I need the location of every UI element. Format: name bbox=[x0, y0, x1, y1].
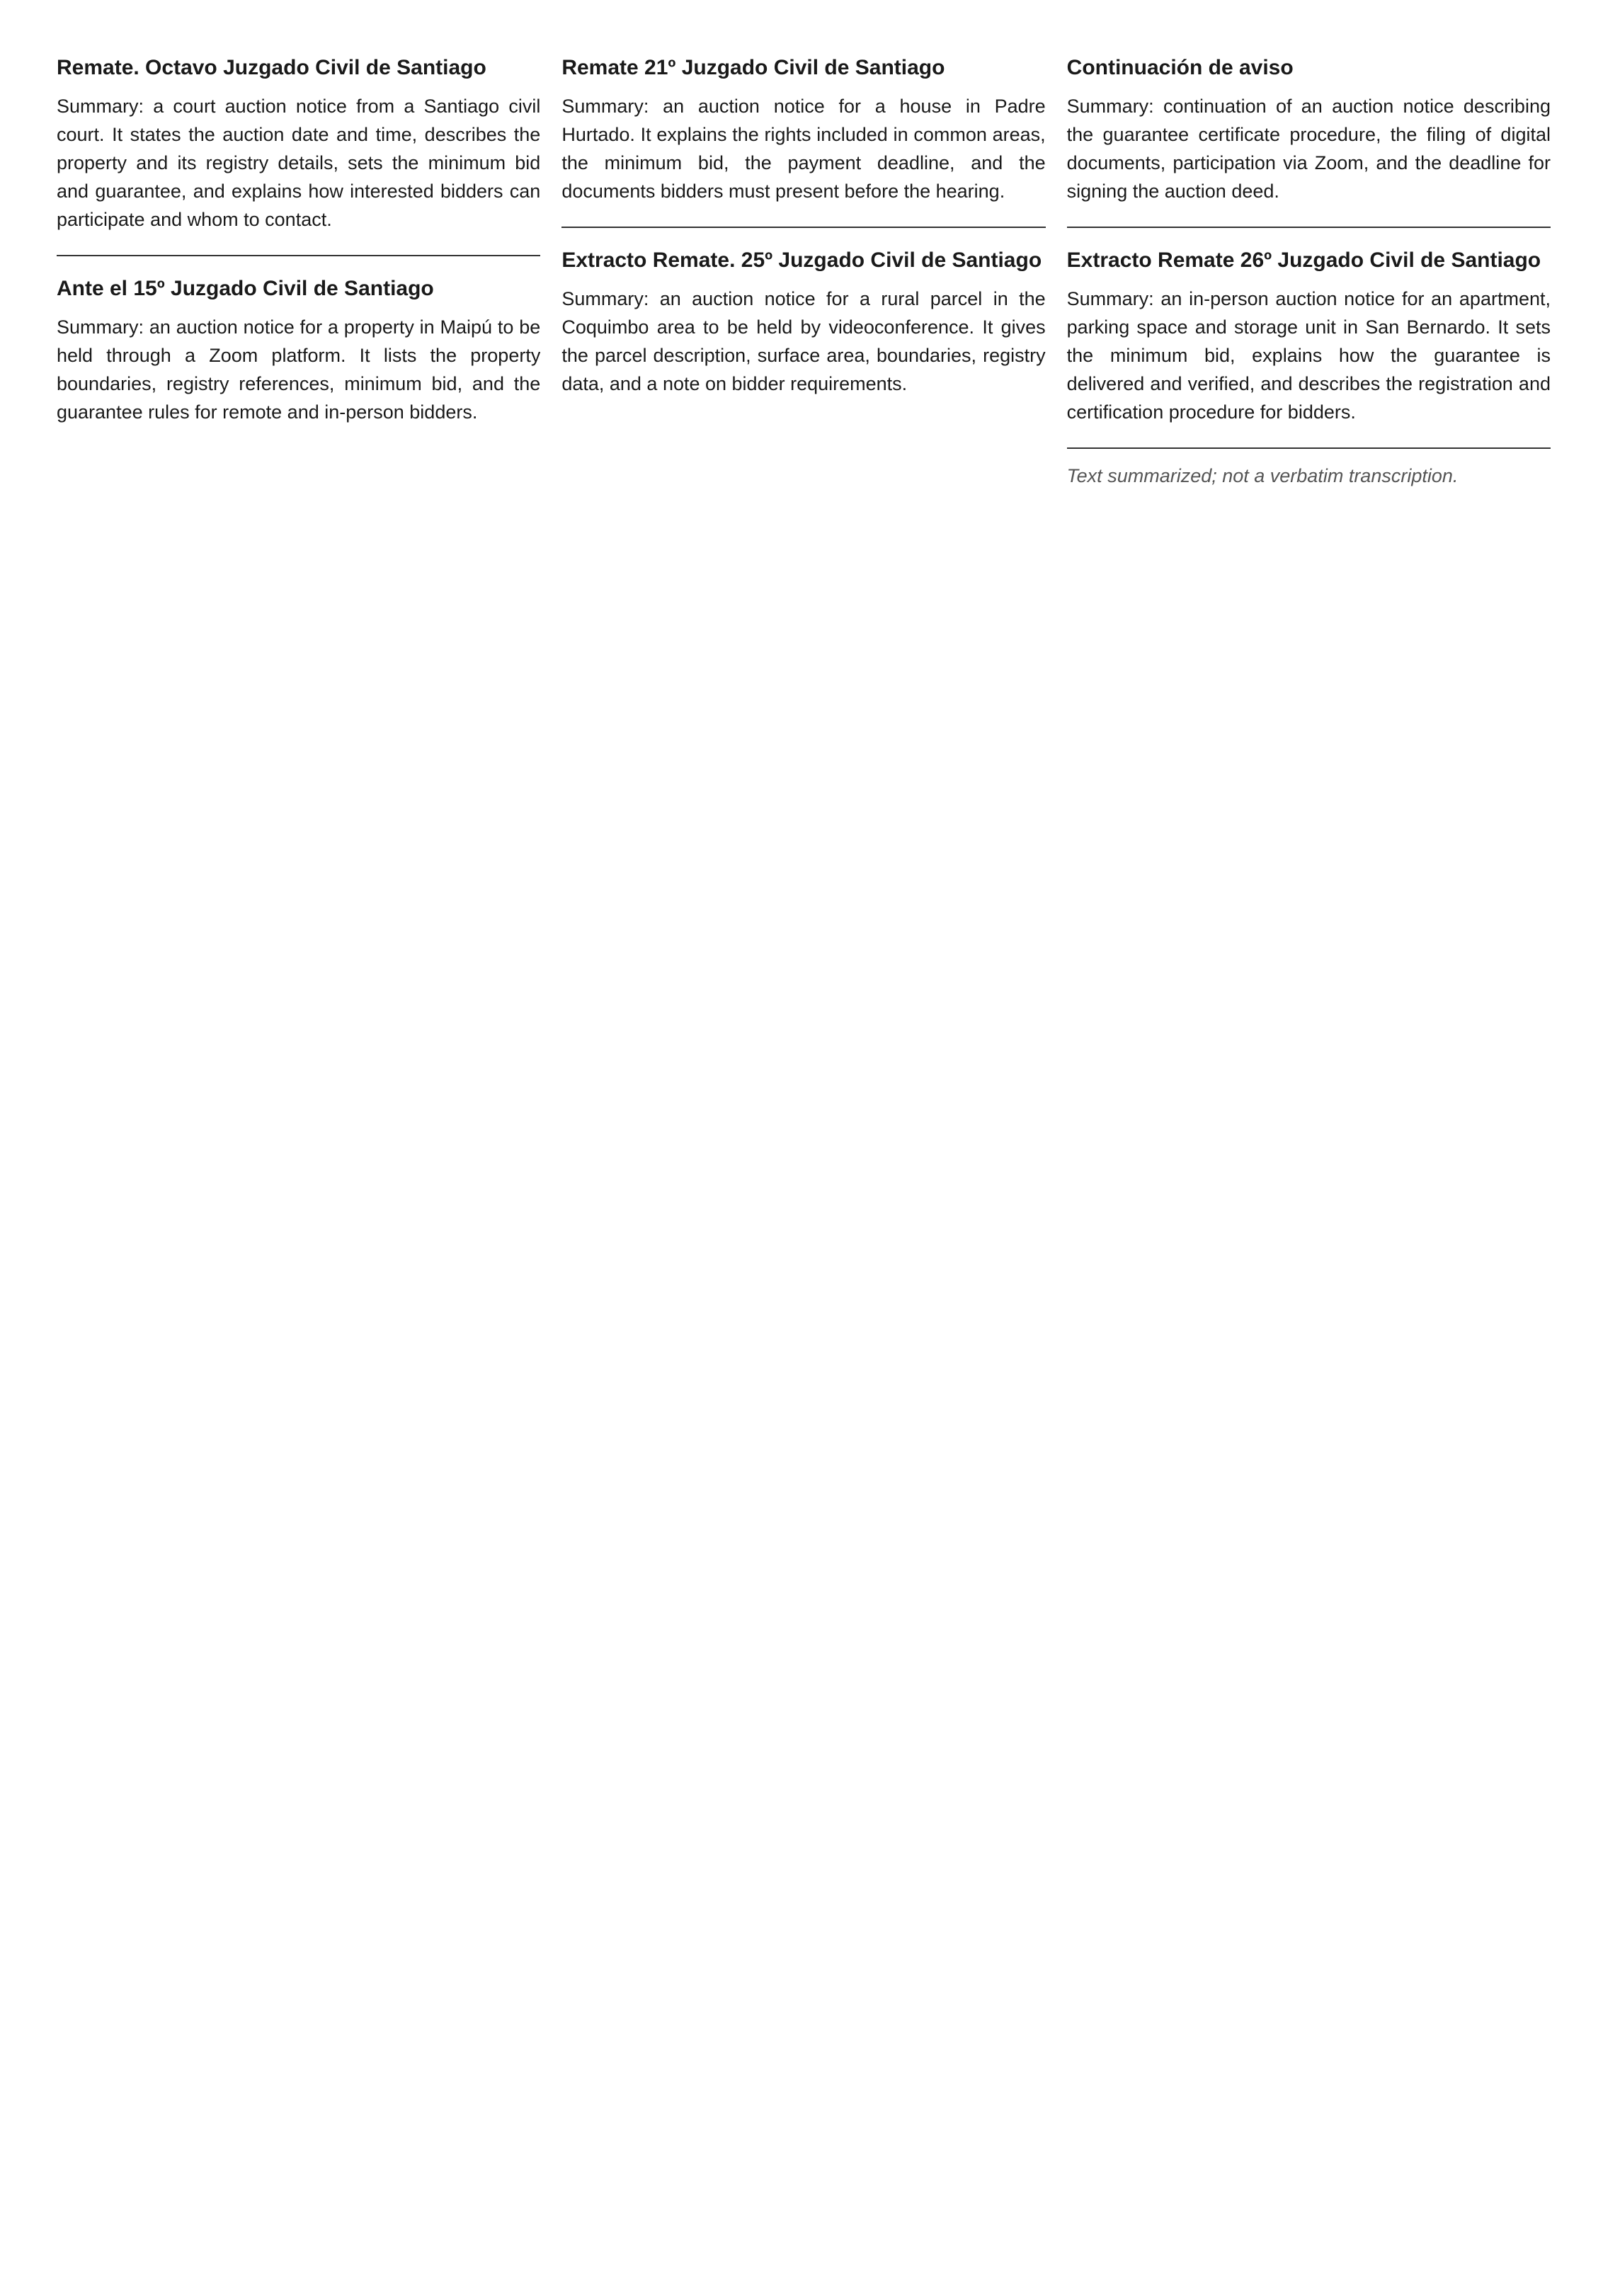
column-1 bbox=[57, 35, 540, 2258]
notice bbox=[1067, 228, 1551, 449]
notice-title: Remate. Octavo Juzgado Civil de Santiago bbox=[57, 56, 486, 79]
summary-note: Text summarized; not a verbatim transcription. bbox=[1066, 465, 1459, 486]
newspaper-page bbox=[57, 35, 1551, 2258]
notice bbox=[561, 35, 1045, 228]
notice-body: Summary: an in-person auction notice for an apartment, parking space and storage unit in San Bernardo. It sets the minimum bid, explains how the guarantee is delivered and verified, and describes the registration and certification procedure for bidders. bbox=[1066, 288, 1551, 423]
notice bbox=[561, 228, 1045, 419]
column-2 bbox=[561, 35, 1045, 2258]
notice bbox=[57, 35, 540, 256]
notice-body: Summary: an auction notice for a house in Padre Hurtado. It explains the rights included in common areas, the minimum bid, the payment deadline, and the documents bidders must present before the hearing. bbox=[561, 96, 1046, 202]
notice-title: Extracto Remate. 25º Juzgado Civil de Santiago bbox=[561, 249, 1042, 272]
notice-body: Summary: an auction notice for a rural parcel in the Coquimbo area to be held by videoconference. It gives the parcel description, surface area, boundaries, registry data, and a note on bidder requirements. bbox=[561, 288, 1046, 394]
notice-title: Continuación de aviso bbox=[1066, 56, 1294, 79]
notice-body: Summary: continuation of an auction notice describing the guarantee certificate procedure, the filing of digital documents, participation via Zoom, and the deadline for signing the auction deed. bbox=[1066, 96, 1551, 202]
notice bbox=[1067, 35, 1551, 228]
notice-title: Remate 21º Juzgado Civil de Santiago bbox=[561, 56, 945, 79]
column-3 bbox=[1067, 35, 1551, 2258]
notice-body: Summary: an auction notice for a property in Maipú to be held through a Zoom platform. It lists the property boundaries, registry references, minimum bid, and the guarantee rules for remote and in-person bidders. bbox=[57, 316, 541, 423]
notice bbox=[57, 256, 540, 447]
notice-title: Extracto Remate 26º Juzgado Civil de Santiago bbox=[1066, 249, 1541, 272]
notice-body: Summary: a court auction notice from a Santiago civil court. It states the auction date and time, describes the property and its registry details, sets the minimum bid and guarantee, and explains how interested bidders can participate and whom to contact. bbox=[57, 96, 541, 230]
notice-title: Ante el 15º Juzgado Civil de Santiago bbox=[57, 277, 434, 300]
